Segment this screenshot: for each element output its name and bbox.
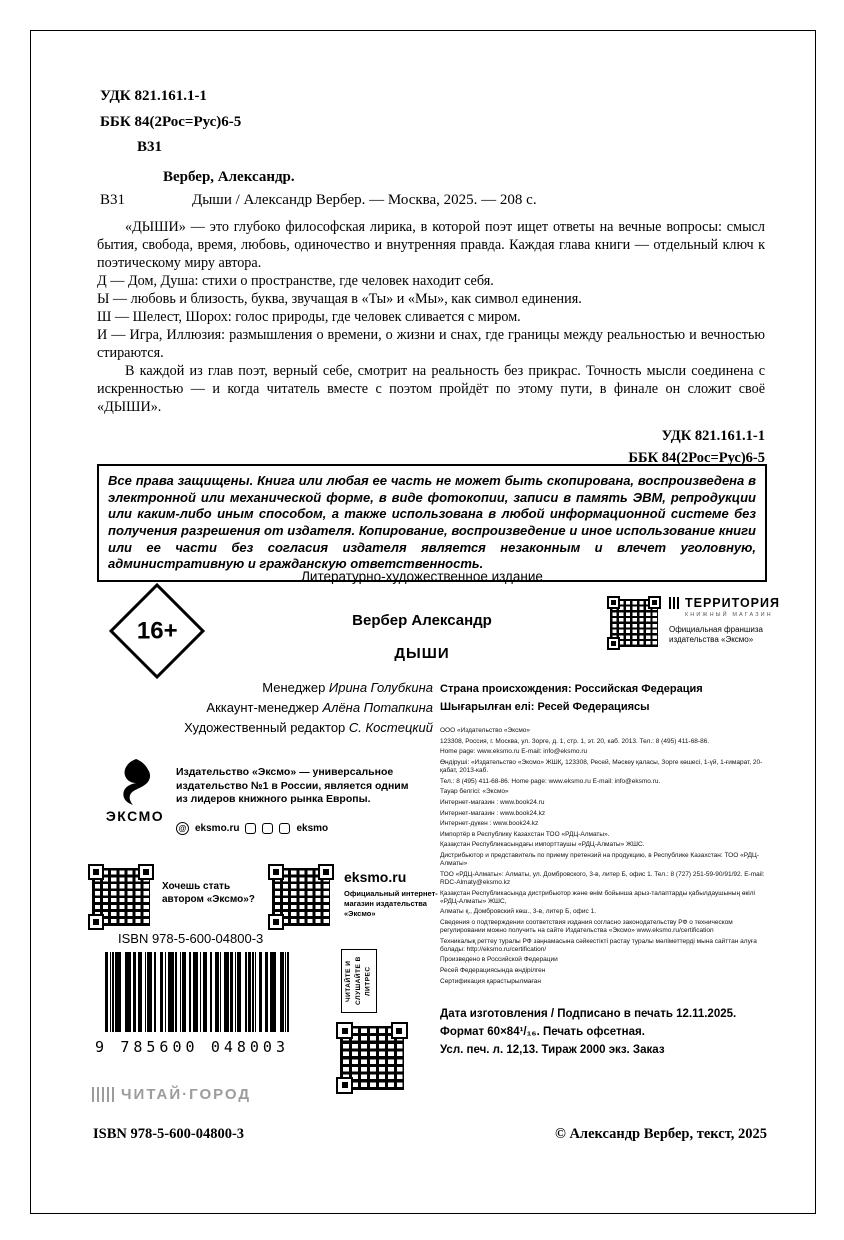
credit-name: С. Костецкий: [348, 720, 433, 736]
social-network-icon: [279, 823, 290, 834]
qr-finder-icon: [88, 914, 104, 930]
udk-code-right: УДК 821.161.1-1: [661, 428, 765, 445]
biblio-description: Дыши / Александр Вербер. — Москва, 2025. — 208 с.: [192, 192, 537, 209]
origin-ru: Страна происхождения: Российская Федерация: [440, 683, 703, 695]
bbk-code-right: ББК 84(2Рос=Рус)6-5: [628, 450, 765, 467]
social-network-icon: [245, 823, 256, 834]
fineprint-line: Импортёр в Республику Казахстан ТОО «РДЦ-Алматы».: [440, 830, 610, 838]
shop-caption: Официальный интернет-магазин издательства «Эксмо»: [344, 889, 438, 918]
eksmo-logo-icon: [114, 758, 156, 806]
biblio-line: [100, 189, 537, 212]
credit-role: Менеджер: [262, 680, 329, 695]
barcode-digit-group: 048003: [210, 1038, 289, 1056]
shop-site: eksmo.ru: [344, 869, 407, 885]
social-network-icon: [262, 823, 273, 834]
barcode-digit-group: 785600: [120, 1038, 199, 1056]
printing-info: [440, 1006, 736, 1059]
territoria-name-row: [669, 596, 787, 610]
footer-row: [93, 1126, 767, 1143]
qr-finder-icon: [607, 596, 620, 609]
credit-row: [95, 678, 433, 698]
credit-role: Художественный редактор: [184, 720, 349, 736]
fineprint-line: Тел.: 8 (495) 411-68-86. Home page: www.eksmo.ru E-mail: info@eksmo.ru.: [440, 777, 661, 785]
fineprint-line: Қазақстан Республикасында дистрибьютор және өнім бойынша арыз-талаптарды қабылдаушының өкілі «РДЦ-Алматы» ЖШС,: [440, 889, 755, 905]
annotation-paragraph: Ы — любовь и близость, буква, звучащая в «Ты» и «Мы», как символ единения.: [97, 291, 582, 308]
printing-run: Усл. печ. л. 12,13. Тираж 2000 экз. Заказ: [440, 1043, 665, 1056]
territoria-franchise-note: Официальная франшиза издательства «Эксмо»: [669, 625, 763, 645]
udk-code: УДК 821.161.1-1: [100, 88, 207, 104]
ean-barcode: [93, 950, 291, 1058]
credit-name: Ирина Голубкина: [328, 680, 433, 695]
fineprint-line: 123308, Россия, г. Москва, ул. Зорге, д. 1, стр. 1, эт. 20, каб. 2013. Тел.: 8 (495) 411-68-86.: [440, 737, 710, 745]
fineprint-line: Сертификация қарастырылмаған: [440, 977, 541, 985]
biblio-code: В31: [100, 192, 126, 209]
bibliographic-entry: [100, 166, 537, 213]
annotation: [97, 218, 765, 470]
territoria-block: [607, 596, 787, 650]
edition-type: Литературно-художественное издание: [301, 569, 543, 584]
annotation-paragraph: Ш — Шелест, Шорох: голос природы, где человек сливается с миром.: [97, 309, 521, 326]
qr-finder-icon: [607, 637, 620, 650]
title-author: Вербер Александр: [352, 612, 492, 629]
fineprint-line: Ресей Федерациясында өндірілген: [440, 967, 546, 974]
credit-row: [95, 698, 433, 718]
printing-format: Формат 60×84¹/₁₆. Печать офсетная.: [440, 1025, 645, 1038]
qr-finder-icon: [336, 1022, 353, 1039]
territoria-logo: [669, 596, 787, 650]
annotation-paragraph: «ДЫШИ» — это глубоко философская лирика, в которой поэт ищет ответы на вечные вопросы: смысл бытия, свобода, время, любовь, одиночество и внутренняя правда. Каждая глава книги — отдельный ключ к поэтическому миру автора.: [97, 219, 765, 272]
author-call-text: Хочешь стать автором «Эксмо»?: [162, 881, 255, 905]
annotation-paragraph: Д — Дом, Душа: стихи о пространстве, где человек находит себя.: [97, 273, 494, 290]
fineprint-line: Өндіруші: «Издательство «Эксмо» ЖШҚ, 123308, Ресей, Мәскеу қаласы, Зорге көшесі, 1-үй, 1-ғимарат, 20-қабат, 2013-каб.: [440, 758, 763, 774]
fineprint-line: Home page: www.eksmo.ru E-mail: info@eksmo.ru: [440, 748, 588, 756]
chitai-gorod-icon: [92, 1087, 114, 1102]
litres-banner-text: ЧИТАЙТЕ И СЛУШАЙТЕ В ЛИТРЕС: [345, 956, 372, 1006]
age-rating-label: 16+: [136, 617, 178, 644]
fineprint-line: Произведено в Российской Федерации: [440, 956, 558, 964]
fineprint-line: Тауар белгісі: «Эксмо»: [440, 788, 509, 796]
fineprint-line: Сведения о подтверждении соответствия издания согласно законодательству РФ о техническом регулировании можно получить на сайте Издательства «Эксмо» www.eksmo.ru/certification: [440, 918, 733, 934]
qr-finder-icon: [648, 596, 661, 609]
fineprint-line: Қазақстан Республикасындағы импорттаушы «РДЦ-Алматы» ЖШС.: [440, 841, 645, 849]
qr-finder-icon: [138, 864, 154, 880]
barcode-digits: [93, 1038, 291, 1056]
barcode-bars: [105, 952, 289, 1032]
chitai-gorod-name: ЧИТАЙ·ГОРОД: [121, 1086, 252, 1103]
eksmo-social-row: [176, 822, 328, 835]
fineprint-line: Интернет-дүкен : www.book24.kz: [440, 820, 539, 828]
eksmo-site-label: eksmo.ru: [195, 823, 240, 834]
imprint-fine-print: [440, 727, 768, 988]
at-icon: @: [176, 822, 189, 835]
credit-row: [95, 718, 433, 738]
qr-finder-icon: [391, 1022, 408, 1039]
eksmo-logo-name: ЭКСМО: [105, 808, 165, 824]
copyright-notice: Все права защищены. Книга или любая ее часть не может быть скопирована, воспроизведена в электронной или механической форме, в виде фотокопии, записи в память ЭВМ, репродукции или каким-либо иным способом, а также использована в любой информационной системе без получения разрешения от издателя. Копирование, воспроизведение и иное использование книги или ее части без согласия издателя является незаконным и влечет уголовную, административную и гражданскую ответственность.: [97, 464, 767, 582]
qr-finder-icon: [88, 864, 104, 880]
annotation-paragraph: И — Игра, Иллюзия: размышления о времени, о жизни и снах, где границы между реальностью и вечностью стираются.: [97, 327, 765, 362]
territoria-qr-code: [607, 596, 661, 650]
territoria-tagline: КНИЖНЫЙ МАГАЗИН: [685, 612, 773, 618]
territoria-bars-icon: [669, 597, 681, 609]
litres-qr-code: [336, 1022, 408, 1094]
qr-finder-icon: [268, 864, 284, 880]
fineprint-line: ТОО «РДЦ-Алматы»: Алматы, ул. Домбровского, 3-в, литер Б, офис 1. Тел.: 8 (727) 251-59-90/91/92. E-mail: RDC-Almaty@eksmo.kz: [440, 870, 765, 886]
book-title: ДЫШИ: [394, 645, 450, 662]
footer-copyright: © Александр Вербер, текст, 2025: [555, 1126, 767, 1142]
origin-kz: Шығарылған елі: Ресей Федерациясы: [440, 700, 650, 713]
qr-finder-icon: [318, 864, 334, 880]
fineprint-line: Техникалық реттеу туралы РФ заңнамасына сәйкестікті растау туралы мәліметтерді мына сайттан алуға болады: http://eksmo.ru/certification/: [440, 937, 757, 953]
author-sign-code: В31: [137, 139, 163, 155]
barcode-digit-group: 9: [95, 1038, 109, 1056]
litres-banner: [341, 949, 377, 1013]
fineprint-line: Алматы қ., Домбровский көш., 3-в, литер Б, офис 1.: [440, 908, 597, 916]
fineprint-line: Интернет-магазин : www.book24.kz: [440, 809, 546, 817]
credit-name: Алёна Потапкина: [322, 700, 433, 716]
biblio-author: Вербер, Александр.: [163, 169, 295, 185]
fineprint-line: Дистрибьютор и представитель по приему претензий на продукцию, в Республике Казахстан: ТОО «РДЦ-Алматы»: [440, 852, 759, 868]
eksmo-handle-label: eksmo: [296, 823, 329, 834]
eksmo-logo: [104, 758, 166, 824]
author-call-qr-code: [88, 864, 154, 930]
chitai-gorod-logo: [92, 1086, 251, 1103]
annotation-paragraph: В каждой из глав поэт, верный себе, смотрит на реальность без прикрас. Точность мысли соединена с искренностью — и когда читатель вместе с поэтом пройдёт по этому пути, в финале он сложит своё «ДЫШИ».: [97, 363, 765, 416]
qr-finder-icon: [336, 1077, 353, 1094]
bbk-code: ББК 84(2Рос=Рус)6-5: [100, 113, 242, 130]
territoria-name: ТЕРРИТОРИЯ: [685, 596, 780, 610]
eksmo-shop-block: [344, 869, 440, 918]
fineprint-line: Интернет-магазин : www.book24.ru: [440, 798, 545, 806]
fineprint-line: ООО «Издательство «Эксмо»: [440, 727, 531, 734]
printing-date: Дата изготовления / Подписано в печать 12.11.2025.: [440, 1008, 737, 1020]
shop-qr-code: [268, 864, 334, 930]
isbn-label: ISBN 978-5-600-04800-3: [118, 931, 264, 946]
qr-finder-icon: [268, 914, 284, 930]
classification-codes: [100, 84, 241, 161]
country-of-origin: [440, 681, 703, 716]
credit-role: Аккаунт-менеджер: [206, 700, 323, 716]
staff-credits: [95, 678, 433, 738]
eksmo-about-text: Издательство «Эксмо» — универсальное издательство №1 в России, является одним из лидеров книжного рынка Европы.: [176, 766, 409, 806]
footer-isbn: ISBN 978-5-600-04800-3: [93, 1126, 245, 1142]
